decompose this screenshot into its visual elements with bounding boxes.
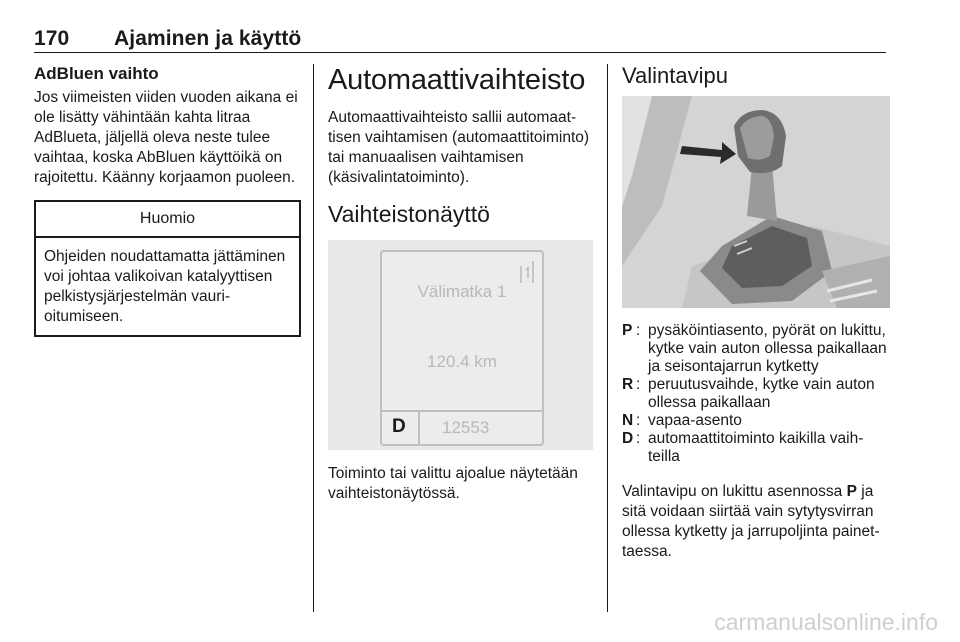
paragraph-transmission: Automaattivaihteisto sallii automaattisen vaihtamisen (automaattitoiminto) tai manuaalisen vaihtamisen (käsivalintatoiminto).	[328, 109, 590, 186]
list-item: R : peruutusvaihde, kytke vain auton ollessa paikallaan	[622, 376, 890, 412]
gear-selector-photo	[622, 96, 890, 308]
section-heading-transmission: Automaattivaihteisto	[328, 64, 586, 96]
gear-position-list	[622, 322, 890, 466]
gear-key: R	[622, 376, 634, 393]
gear-key: N	[622, 412, 634, 429]
transmission-display-illustration	[328, 240, 593, 450]
display-vertical-separator	[418, 412, 420, 444]
paragraph-selector-lock: Valintavipu on lukittu asennossa P ja sitä voidaan siirtää vain sytytysvirran ollessa kytketty ja jarrupoljinta painettaessa.	[622, 483, 880, 560]
gear-indicator: D	[392, 416, 406, 437]
display-separator	[382, 410, 542, 412]
section-heading-selector: Valintavipu	[622, 63, 728, 88]
column-1	[34, 62, 299, 337]
trip-counter-icon	[520, 260, 534, 284]
page-number: 170	[34, 27, 70, 50]
gear-description: peruutusvaihde, kytke vain auton ollessa paikallaan	[648, 376, 875, 411]
caution-box	[34, 200, 301, 337]
caution-body: Ohjeiden noudattamatta jättäminen voi johtaa valikoivan katalyyttisen pelkistysjärjestelmän vaurioitumiseen.	[44, 248, 286, 325]
list-item: D : automaattitoiminto kaikilla vaihteilla	[622, 430, 890, 466]
header-divider	[34, 52, 886, 53]
gear-description: pysäköintiasento, pyörät on lukittu, kytke vain auton ollessa paikallaan ja seisontajarrun kytketty	[648, 322, 887, 375]
trip-distance: 120.4 km	[427, 352, 497, 371]
column-divider-2	[607, 64, 608, 612]
list-item: N : vapaa-asento	[622, 412, 890, 430]
trip-label: Välimatka 1	[417, 282, 507, 301]
list-item: P : pysäköintiasento, pyörät on lukittu, kytke vain auton ollessa paikallaan ja seisontajarrun kytketty	[622, 322, 890, 376]
watermark-text: carmanualsonline.info	[714, 609, 938, 635]
column-3	[622, 62, 890, 574]
column-2	[328, 62, 593, 516]
subheading-display: Vaihteistonäyttö	[328, 201, 490, 227]
gear-description: automaattitoiminto kaikilla vaihteilla	[648, 430, 864, 465]
odometer-value: 12553	[442, 418, 490, 437]
paragraph-adblue: Jos viimeisten viiden vuoden aikana ei ole lisätty vähintään kahta litraa AdBlueta, jäljellä oleva neste tulee vaihtaa, koska AbBluen käyttöikä on rajoitettu. Käänny korjaamon puoleen.	[34, 89, 298, 186]
column-divider-1	[313, 64, 314, 612]
gear-key: D	[622, 430, 634, 447]
display-caption: Toiminto tai valittu ajoalue näytetään vaihteistonäytössä.	[328, 465, 578, 502]
gear-key: P	[622, 322, 633, 339]
display-frame	[380, 250, 544, 446]
gear-description: vapaa-asento	[648, 412, 742, 429]
caution-title: Huomio	[36, 202, 299, 238]
section-heading-adblue: AdBluen vaihto	[34, 64, 159, 83]
page-title: Ajaminen ja käyttö	[114, 27, 302, 50]
